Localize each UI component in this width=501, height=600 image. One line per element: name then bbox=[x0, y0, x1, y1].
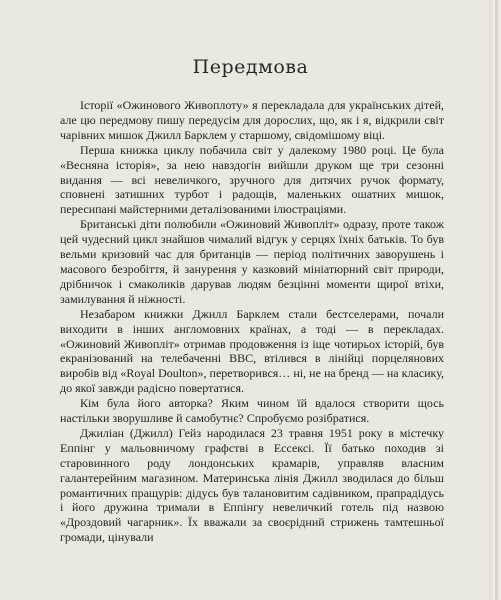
paragraph-4: Незабаром книжки Джилл Барклем стали бестселерами, почали виходити в інших англомовних країнах, а тоді — в перекладах. «Ожиновий Живопліт» отримав продовження із іще чотирьох історій, був екранізований на телебаченні BBC, втілився в лінійці порцелянових виробів від «Royal Doulton», перетворився… ні, не на бренд — на класику, до якої завжди радісно повертатися. bbox=[60, 306, 444, 396]
paragraph-2: Перша книжка циклу побачила світ у далекому 1980 році. Це була «Весняна історія», за нею навздогін вийшли друком ще три сезонні видання — всі невеличкого, зручного для дитячих ручок формату, сповнені затишних турбот і радощів, маленьких ошатних мишок, пересипані майстерними деталізованими ілюстраціями. bbox=[60, 142, 444, 217]
paragraph-3: Британські діти полюбили «Ожиновий Живопліт» одразу, проте також цей чудесний цикл знайшов чималий відгук у серцях їхніх батьків. То був вельми кризовий час для британців — період політичних заворушень і масового безробіття, й занурення у казковий мініатюрний світ природи, дрібничок і смаколиків дарував людям безцінні моменти щирої втіхи, замилування й ніжності. bbox=[60, 217, 444, 306]
page-title: Передмова bbox=[192, 56, 309, 78]
body-text bbox=[60, 98, 444, 545]
page-edge bbox=[489, 0, 495, 600]
paragraph-5: Кім була його авторка? Яким чином їй вдалося створити щось настільки зворушливе й самобутнє? Спробуємо розібратися. bbox=[60, 396, 444, 426]
paragraph-1: Історії «Ожинового Живоплоту» я перекладала для українських дітей, але цю передмову пишу передусім для дорослих, що, як і я, відкрили світ чарівних мишок Джилл Барклем у старшому, свідомішому віці. bbox=[60, 98, 444, 142]
paragraph-6: Джиліан (Джилл) Гейз народилася 23 травня 1951 року в містечку Еппінг у мальовничому графстві в Ессексі. Її батько походив зі старовинного роду лондонських крамарів, управляв власним галантерейним магазином. Материнська лінія Джилл зводилася до більш романтичних пращурів: дідусь був талановитим садівником, прапрадідусь і його дружина тримали в Еппінгу невеличкий готель під назвою «Дроздовий чагарник». Їх вважали за своєрідний стрижень тамтешньої громади, цінували bbox=[60, 425, 444, 545]
